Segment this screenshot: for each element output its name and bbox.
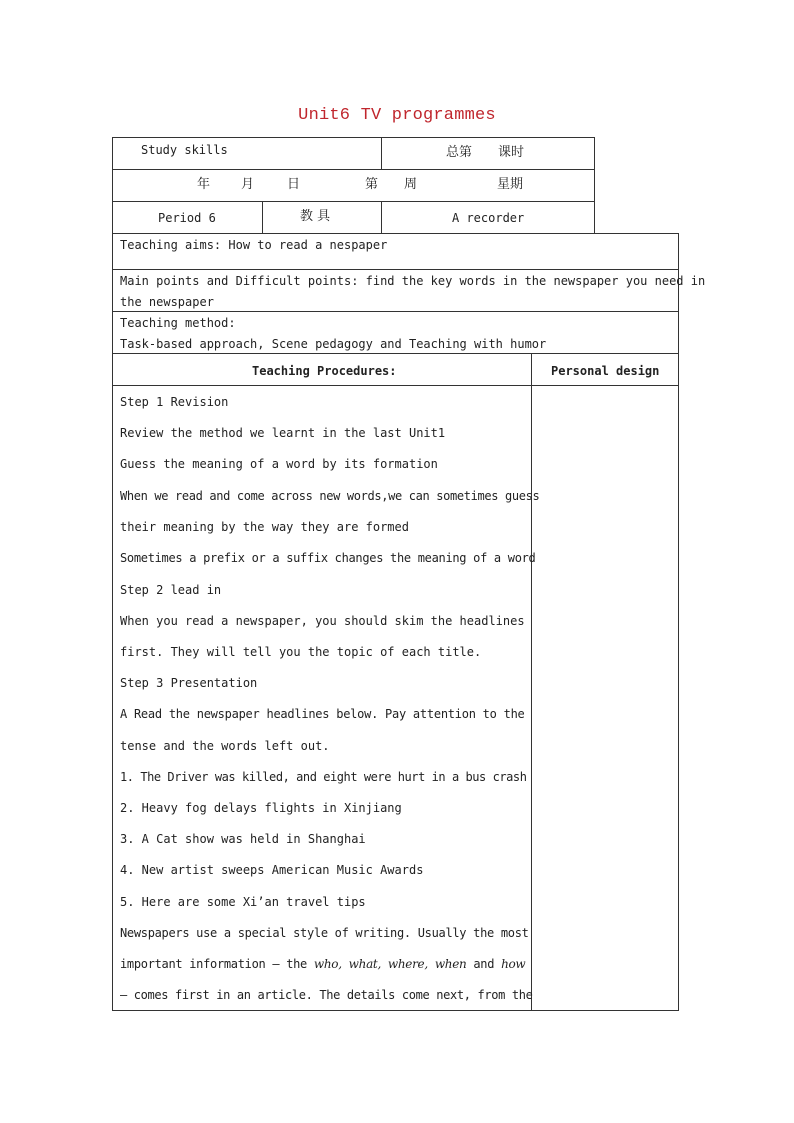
week-number-label: 第 周 — [365, 177, 418, 192]
weekday-label: 星期 — [497, 177, 524, 192]
month-label: 月 — [241, 177, 255, 192]
procedure-line: Guess the meaning of a word by its formation — [120, 457, 438, 471]
procedure-line-styled — [120, 958, 525, 970]
procedure-line: tense and the words left out. — [120, 739, 330, 753]
procedure-line: Newspapers use a special style of writing. Usually the most — [120, 926, 529, 940]
procedure-line: When you read a newspaper, you should skim the headlines — [120, 614, 525, 628]
tools-label: 教 具 — [300, 209, 331, 224]
personal-design-header: Personal design — [551, 364, 660, 378]
styled-prefix: important information — the — [120, 957, 314, 971]
procedure-line: 5. Here are some Xi’an travel tips — [120, 895, 366, 909]
procedure-line: 3. A Cat show was held in Shanghai — [120, 832, 366, 846]
lesson-count-cell: 总第 课时 — [446, 145, 525, 160]
procedure-line: A Read the newspaper headlines below. Pay attention to the — [120, 707, 525, 721]
procedure-line: When we read and come across new words,we can sometimes guess — [120, 489, 540, 503]
procedure-line: Step 2 lead in — [120, 583, 222, 597]
topic-cell: Study skills — [141, 143, 228, 157]
tools-cell: A recorder — [452, 211, 525, 225]
word-and: and — [466, 957, 502, 971]
word-where: where, — [387, 957, 428, 971]
procedure-line: — comes first in an article. The details come next, from the — [120, 988, 533, 1002]
day-label: 日 — [287, 177, 301, 192]
procedure-line: 1. The Driver was killed, and eight were hurt in a bus crash — [120, 770, 527, 784]
procedure-line: Step 1 Revision — [120, 395, 229, 409]
main-points-line-2: the newspaper — [120, 295, 214, 309]
word-how: how — [501, 957, 526, 971]
page-title: Unit6 TV programmes — [298, 106, 496, 125]
procedure-line: 2. Heavy fog delays flights in Xinjiang — [120, 801, 402, 815]
teaching-aims: Teaching aims: How to read a nespaper — [120, 238, 388, 252]
word-who: who, — [313, 957, 342, 971]
word-what: what, — [348, 957, 381, 971]
procedure-line: Sometimes a prefix or a suffix changes the meaning of a word — [120, 551, 536, 565]
teaching-method-label: Teaching method: — [120, 316, 236, 330]
procedure-line: 4. New artist sweeps American Music Awards — [120, 863, 424, 877]
year-label: 年 — [197, 177, 211, 192]
procedure-line: their meaning by the way they are formed — [120, 520, 409, 534]
period-cell: Period 6 — [158, 211, 216, 225]
procedure-line: Step 3 Presentation — [120, 676, 258, 690]
word-when: when — [434, 957, 467, 971]
main-points-line-1: Main points and Difficult points: find the key words in the newspaper you need in — [120, 274, 706, 288]
teaching-method-value: Task-based approach, Scene pedagogy and Teaching with humor — [120, 337, 547, 351]
procedures-header: Teaching Procedures: — [252, 364, 397, 378]
procedure-line: Review the method we learnt in the last Unit1 — [120, 426, 446, 440]
procedure-line: first. They will tell you the topic of each title. — [120, 645, 482, 659]
